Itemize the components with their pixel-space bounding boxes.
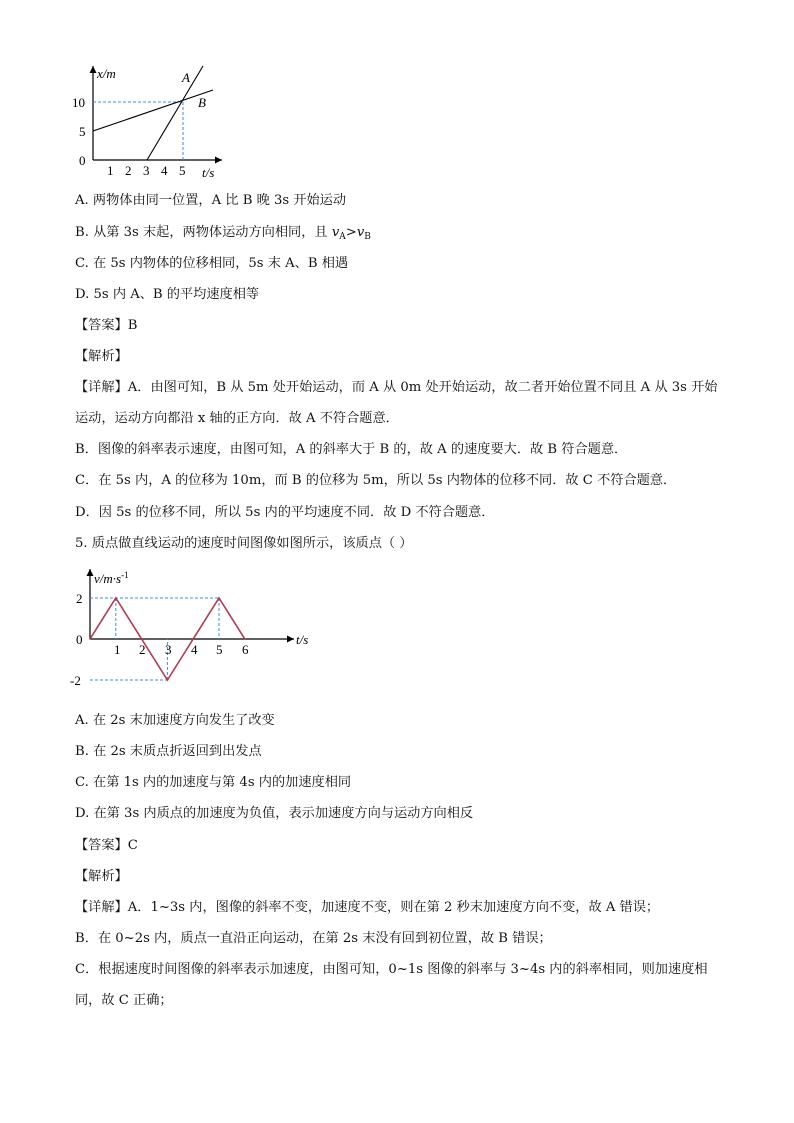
xt-line-a xyxy=(147,66,203,160)
xt-xtick-5: 5 xyxy=(179,163,186,178)
q5-option-c: C. 在第 1s 内的加速度与第 4s 内的加速度相同 xyxy=(75,775,352,790)
vt-point-0 xyxy=(89,638,91,640)
vt-ytick-2: 2 xyxy=(76,591,83,606)
q4-analysis-line3: B．图像的斜率表示速度，由图可知，A 的斜率大于 B 的，故 A 的速度要大．故 B 符合题意． xyxy=(75,442,628,457)
q4-answer: 【答案】B xyxy=(75,318,138,333)
xt-label-a: A xyxy=(182,70,190,85)
q5-analysis-line3: C．根据速度时间图像的斜率表示加速度，由图可知，0~1s 图像的斜率与 3~4s 内的斜率相同，则加速度相 xyxy=(75,962,708,977)
vt-point-2 xyxy=(141,638,143,640)
q4-analysis-line4: C．在 5s 内，A 的位移为 10m，而 B 的位移为 5m，所以 5s 内物体的位移不同．故 C 不符合题意． xyxy=(75,473,677,488)
q5-stem: 5. 质点做直线运动的速度时间图像如图所示，该质点（ ） xyxy=(75,536,413,551)
q5-analysis-title: 【解析】 xyxy=(75,869,128,884)
vt-xtick-3: 3 xyxy=(165,642,172,657)
q5-option-b: B. 在 2s 末质点折返回到出发点 xyxy=(75,744,262,759)
xt-x-label: t/s xyxy=(202,165,215,180)
vt-xtick-6: 6 xyxy=(242,642,249,657)
vt-xtick-2: 2 xyxy=(139,642,146,657)
vt-y-label: $v/m\cdot s^{-1}$ xyxy=(94,570,129,586)
vt-point-5 xyxy=(218,597,220,599)
xt-xtick-2: 2 xyxy=(125,163,132,178)
xt-graph xyxy=(70,62,230,182)
vt-point-6 xyxy=(244,638,246,640)
vt-point-1 xyxy=(115,597,117,599)
xt-label-b: B xyxy=(198,95,206,110)
vt-xtick-1: 1 xyxy=(114,642,121,657)
xt-ytick-5: 5 xyxy=(79,124,86,139)
q4-analysis-title: 【解析】 xyxy=(75,349,128,364)
xt-xtick-1: 1 xyxy=(107,163,114,178)
q5-answer: 【答案】C xyxy=(75,838,138,853)
q4-gt: > xyxy=(345,225,357,240)
xt-line-b xyxy=(93,90,213,131)
q4-option-a: A. 两物体由同一位置，A 比 B 晚 3s 开始运动 xyxy=(75,193,347,208)
q4-vB: v xyxy=(356,225,365,240)
q5-analysis-line4: 同，故 C 正确； xyxy=(75,993,173,1008)
q4-option-c: C. 在 5s 内物体的位移相同，5s 末 A、B 相遇 xyxy=(75,256,349,271)
q4-analysis-line1: 【详解】A．由图可知，B 从 5m 处开始运动，而 A 从 0m 处开始运动，故二者开始位置不同且 A 从 3s 开始 xyxy=(75,380,718,395)
q4-option-b-text: B. 从第 3s 末起，两物体运动方向相同，且 xyxy=(75,225,332,240)
q5-option-d: D. 在第 3s 内质点的加速度为负值，表示加速度方向与运动方向相反 xyxy=(75,806,474,821)
xt-ytick-0: 0 xyxy=(79,153,86,168)
vt-ytick-neg2: -2 xyxy=(70,673,81,688)
vt-xtick-5: 5 xyxy=(216,642,223,657)
q5-analysis-line2: B．在 0~2s 内，质点一直沿正向运动，在第 2s 末没有回到初位置，故 B 错误； xyxy=(75,931,552,946)
q5-option-a: A. 在 2s 末加速度方向发生了改变 xyxy=(75,713,275,728)
vt-point-4 xyxy=(192,638,194,640)
vt-ytick-0: 0 xyxy=(76,632,83,647)
q5-analysis-line1: 【详解】A．1~3s 内，图像的斜率不变，加速度不变，则在第 2 秒末加速度方向不变，故 A 错误； xyxy=(75,900,660,915)
q4-vB-sub: B xyxy=(364,232,371,242)
vt-point-3 xyxy=(167,679,169,681)
vt-graph xyxy=(68,565,328,695)
vt-xtick-4: 4 xyxy=(191,642,198,657)
q4-option-b xyxy=(75,223,371,247)
vt-x-label: t/s xyxy=(296,632,309,647)
xt-ytick-10: 10 xyxy=(72,95,85,110)
q4-option-d: D. 5s 内 A、B 的平均速度相等 xyxy=(75,287,260,302)
xt-y-label: x/m xyxy=(97,66,116,81)
xt-xtick-3: 3 xyxy=(143,163,150,178)
q4-vA: v xyxy=(331,225,340,240)
xt-xtick-4: 4 xyxy=(161,163,168,178)
q4-analysis-line2: 运动，运动方向都沿 x 轴的正方向．故 A 不符合题意． xyxy=(75,411,399,426)
q4-analysis-line5: D．因 5s 的位移不同，所以 5s 内的平均速度不同．故 D 不符合题意． xyxy=(75,505,495,520)
q4-vA-sub: A xyxy=(339,232,346,242)
